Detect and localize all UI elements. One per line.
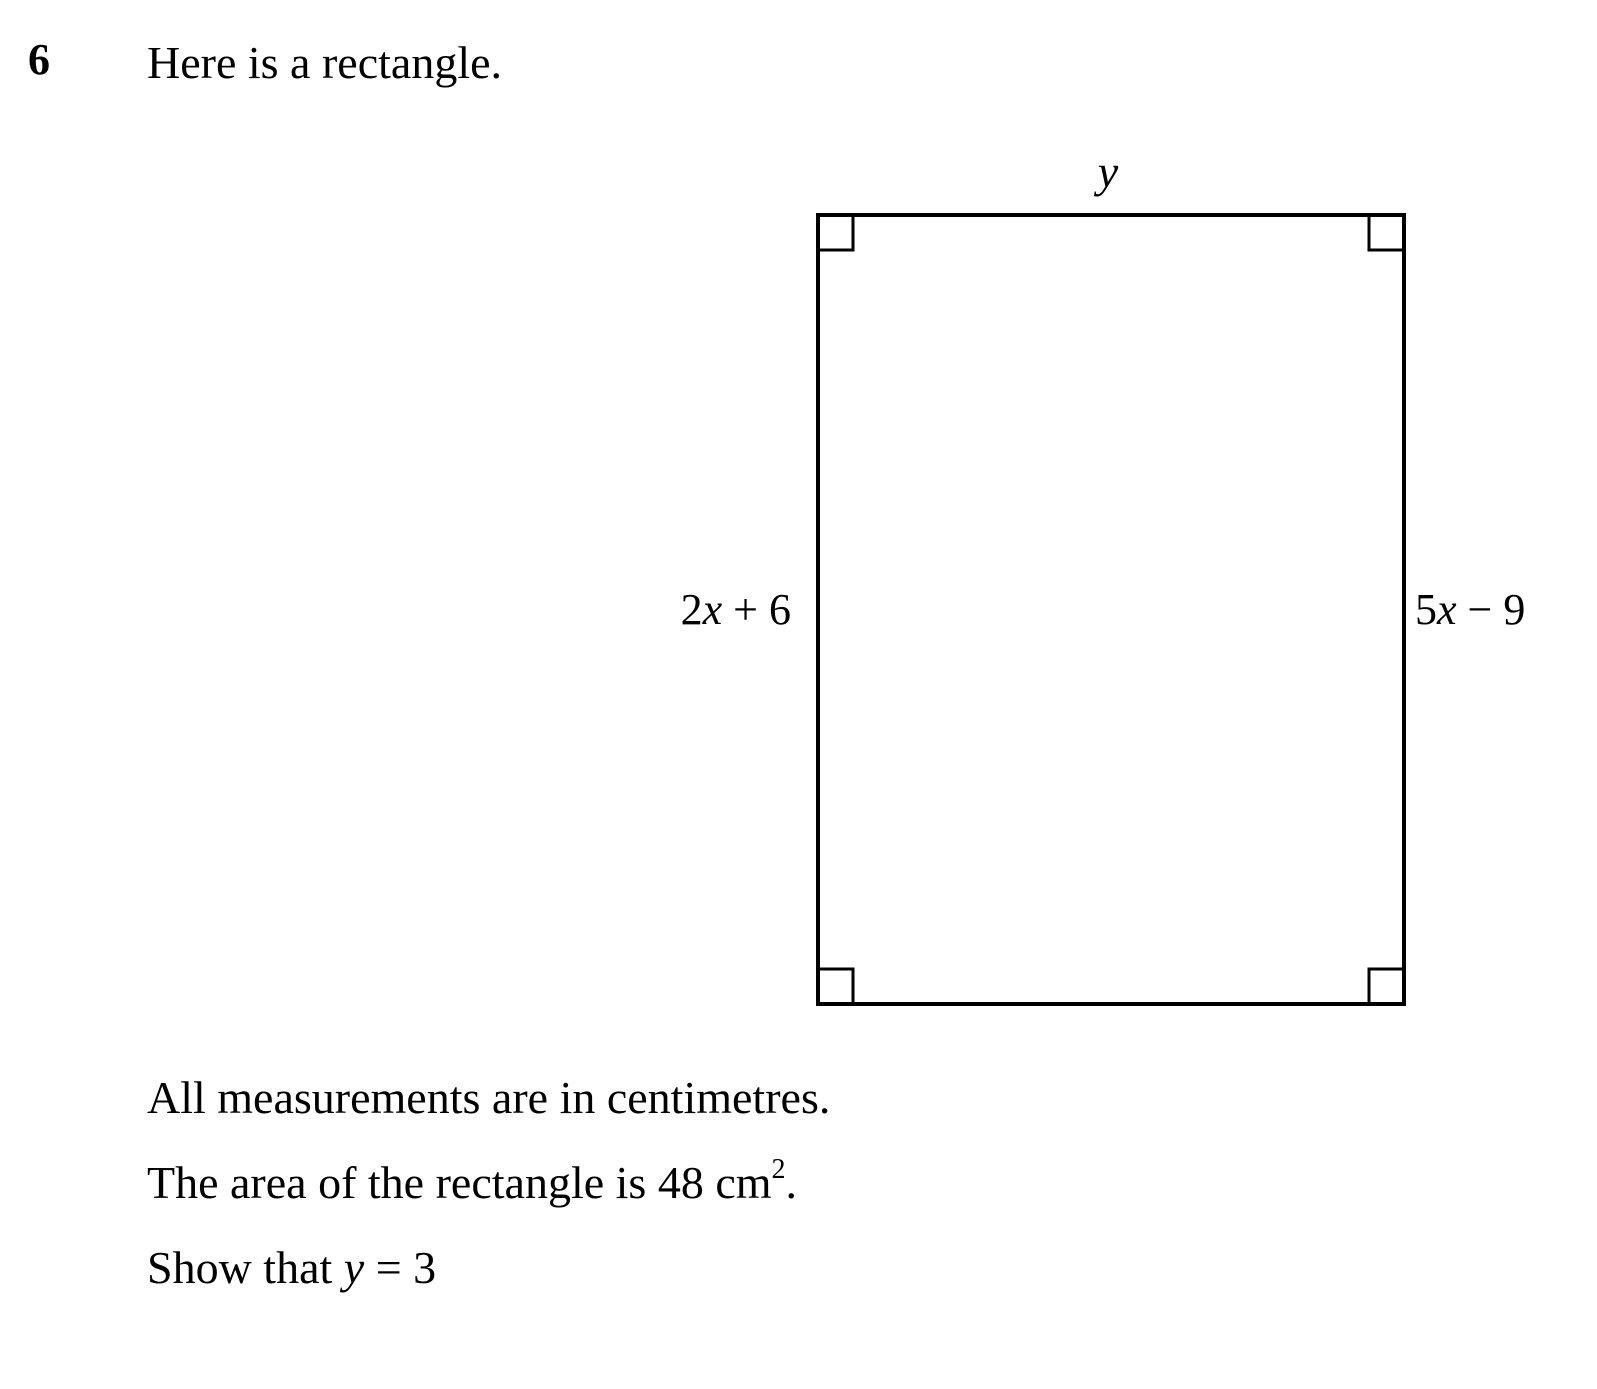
- area-text: The area of the rectangle is 48 cm: [147, 1157, 772, 1208]
- question-number: 6: [28, 35, 50, 84]
- area-end: .: [785, 1157, 798, 1208]
- label-top-y: y: [1097, 146, 1119, 197]
- show-var: y: [343, 1242, 365, 1293]
- right-angle-marker-bottom-right: [1369, 969, 1404, 1004]
- question-intro: Here is a rectangle.: [147, 37, 503, 88]
- right-angle-marker-top-right: [1369, 215, 1404, 250]
- measurements-statement: All measurements are in centimetres.: [147, 1072, 831, 1123]
- area-statement: [147, 1154, 798, 1208]
- rectangle: [818, 215, 1404, 1004]
- label-right-side: [1415, 585, 1525, 634]
- show-text: Show that: [147, 1242, 344, 1293]
- label-right-coef: 5: [1415, 585, 1437, 634]
- label-left-var: x: [702, 585, 723, 634]
- label-right-rest: − 9: [1456, 585, 1526, 634]
- label-left-coef: 2: [680, 585, 703, 634]
- label-left-rest: + 6: [722, 585, 791, 634]
- label-left-side: [681, 585, 791, 634]
- show-that-prompt: [147, 1242, 437, 1293]
- area-exponent: 2: [771, 1154, 786, 1185]
- right-angle-marker-top-left: [818, 215, 853, 250]
- right-angle-marker-bottom-left: [818, 969, 853, 1004]
- label-right-var: x: [1437, 585, 1457, 634]
- show-rest: = 3: [364, 1242, 437, 1293]
